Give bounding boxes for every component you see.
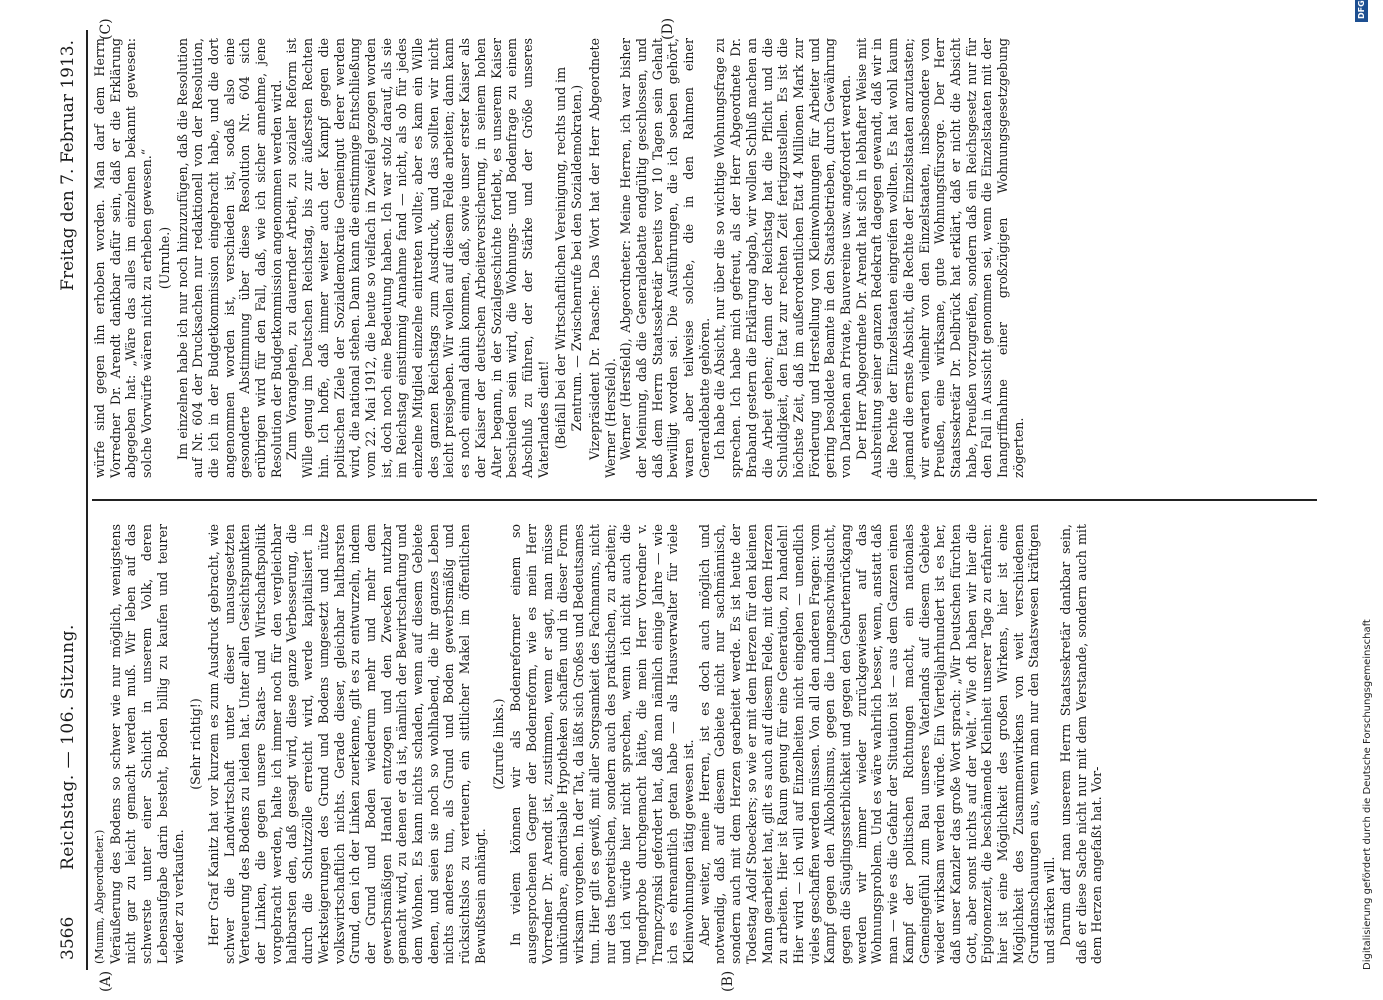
header-right-title: Freitag den 7. Februar 1913. xyxy=(58,40,78,291)
margin-marker-a: (A) xyxy=(98,970,114,992)
speaker-note: (Mumm, Abgeordneter.) xyxy=(93,829,106,964)
left-column xyxy=(92,524,1105,964)
header-left-title: Reichstag. — 106. Sitzung. xyxy=(58,624,78,870)
paragraph: würfe sind gegen ihn erhoben worden. Man darf dem Herrn Vorredner Dr. Arendt dankbar dafür sein, daß er die Erklärung abgegeben hat: „Wäre das alles im einzelnen bekannt gewesen: solche Vorwürfe wären nicht zu erheben gewesen.“ xyxy=(92,38,155,478)
paragraph: Im einzelnen habe ich nur noch hinzuzufügen, daß die Resolution auf Nr. 604 der Drucksachen nur redaktionell von der Resolution, die ich in der Budgetkommission eingebracht habe, und die dort angenommen worden ist, verschieden ist, sodaß also eine gesonderte Abstimmung über diese Resolution Nr. 604 sich erübrigen wird für den Fall, daß, wie ich sicher annehme, jene Resolution der Budgetkommission angenommen werden wird. xyxy=(174,38,284,478)
dfg-logo: DFG xyxy=(1355,0,1368,22)
digitization-credit: Digitalisierung gefördert durch die Deutsche Forschungsgemeinschaft xyxy=(1362,619,1373,970)
column-divider xyxy=(92,499,1317,501)
paragraph: Darum darf man unserem Herrn Staatssekretär dankbar sein, daß er diese Sache nicht nur mit dem Verstande, sondern auch mit dem Herzen angefaßt hat. Vor- xyxy=(1057,524,1105,964)
paragraph: Aber weiter, meine Herren, ist es doch auch möglich und notwendig, daß auf diesem Gebiete nicht nur sachmännisch, sondern auch mit dem Herzen gearbeitet werde. Es ist heute der Todestag Adolf Stoeckers; so wie er mit dem Herzen für den kleinen Mann gearbeitet hat, gilt es auch auf diesem Felde, mit dem Herzen zu arbeiten. Hier ist Raum genug für eine Generation, zu handeln! Hier wird — ich will auf Einzelheiten nicht eingehen — unendlich vieles geschaffen werden müssen. Von all den anderen Fragen: vom Kampf gegen den Alkoholismus, gegen die Lungenschwindsucht, gegen die Säuglingssterblichkeit und gegen den Geburtenrückgang werden wir immer wieder zurückgewiesen auf das Wohnungsproblem. Und es wäre wahrlich besser, wenn, anstatt daß man — wie es die Gefahr der Situation ist — aus dem Ganzen einen Kampf der politischen Richtungen macht, ein nationales Gemeingefühl zum Bau unseres Vaterlands auf diesem Gebiete wieder wirksam werden würde. Ein Vierteljahrhundert ist es her, daß unser Kanzler das große Wort sprach: „Wir Deutschen fürchten Gott, aber sonst nichts auf der Welt.“ Wie oft haben wir hier die Epigonenzeit, die beschämende Kleinheit unserer Tage zu erfahren: hier ist eine Möglichkeit des großen Wirkens, hier ist eine Möglichkeit des Zusammenwirkens von weit verschiedenen Grundanschauungen aus, wenn man nur den Staatswesen kräftigen und stärken will. xyxy=(696,524,1058,964)
paragraph: Herr Graf Kanitz hat vor kurzem es zum Ausdruck gebracht, wie schwer die Landwirtschaft unter dieser unausgesetzten Verteuerung des Bodens zu leiden hat. Unter allen Gesichtspunkten der Linken, die gegen unsere Staats- und Wirtschaftspolitik vorgebracht werden, halte ich immer noch für den vergleichbar haltbarsten den, daß gesagt wird, diese ganze Verbesserung, die durch die Schutzzölle erreicht wird, werde kapitalisiert in Werksteigerungen des Grund und Bodens umgesetzt und nütze volkswirtschaftlich nichts. Gerade dieser, gleichbar haltbarsten Grund, den ich der Linken zuerkenne, gilt es zu entwurzeln, indem der Grund und Boden wiederum mehr und mehr dem gewerbsmäßigen Handel entzogen und den Zwecken nutzbar gemacht wird, zu denen er da ist, nämlich der Bewirtschaftung und dem Wohnen. Es kann nichts schaden, wenn auf diesem Gebiete denen, und seien sie noch so wohlhabend, die ihr ganzes Leben nichts anderes tun, als Grund und Boden gewerbsmäßig und rücksichtslos zu verteuern, ein sittlicher Makel im öffentlichen Bewußtsein anhängt. xyxy=(205,524,488,964)
interjection: (Zurufe links.) xyxy=(490,698,506,790)
paragraph: Vizepräsident Dr. Paasche: Das Wort hat der Herr Abgeordnete Werner (Hersfeld). xyxy=(586,38,618,478)
paragraph: In vielem können wir als Bodenreformer einem so ausgesprochenen Gegner der Bodenreform, wie es mein Herr Vorredner Dr. Arendt ist, zustimmen, wenn er sagt, man müsse unkündbare, amortisable Hypotheken schaffen und in dieser Form wirksam vorgehen. In der Tat, da läßt sich Großes und Bedeutsames tun. Hier gilt es gewiß, mit aller Sorgsamkeit des Fachmanns, nicht nur des theoretischen, sondern auch des praktischen, zu arbeiten; und ich würde hier nicht sprechen, wenn ich nicht auch die Tugendprobe durchgemacht hätte, die mein Herr Vorredner v. Trampczynski gefordert hat, daß man nämlich einige Jahre — wie ich es ehrenamtlich getan habe — als Hausverwalter für viele Kleinwohnungen tätig gewesen ist. xyxy=(508,524,697,964)
paragraph: Der Herr Abgeordnete Dr. Arendt hat sich in lebhafter Weise mit Ausbreitung seiner ganzen Redekraft dagegen gewandt, daß wir in die Rechte der Einzelstaaten eingreifen wollten. Es hat wohl kaum jemand die ernste Absicht, die Rechte der Einzelstaaten anzutasten; wir erwarten vielmehr von den Einzelstaaten, insbesondere von Preußen, eine wirksame, gute Wohnungsfürsorge. Der Herr Staatssekretär Dr. Delbrück hat erklärt, daß er nicht die Absicht habe, Preußen vorzugreifen, sondern daß ein Reichsgesetz nur für den Fall in Aussicht genommen sei, wenn die Einzelstaaten mit der Inangriffnahme einer großzügigen Wohnungsgesetzgebung zögerten. xyxy=(853,38,1026,478)
margin-marker-b: (B) xyxy=(720,970,736,992)
right-column xyxy=(92,38,1026,478)
paragraph: Ich habe die Absicht, nur über die so wichtige Wohnungsfrage zu sprechen. Ich habe mich gefreut, als der Herr Abgeordnete Dr. Braband gestern die Erklärung abgab, wir wollen Schluß machen an die Arbeit gehen; denn der Reichstag hat die Pflicht und die Schuldigkeit, den Etat zur rechten Zeit fertigzustellen. Es ist die höchste Zeit, daß im außerordentlichen Etat 4 Millionen Mark zur Förderung und Herstellung von Kleinwohnungen für Arbeiter und gering besoldete Beamte in den Staatsbetrieben, durch Gewährung von Darlehen an Private, Bauvereine usw. angefordert werden. xyxy=(712,38,854,478)
paragraph: Veräußerung des Bodens so schwer wie nur möglich, wenigstens nicht gar zu leicht gemacht werden muß. Wir leben auf das schwerste unter einer Schicht in unserem Volk, deren Lebensaufgabe darin besteht, Boden billig zu kaufen und teurer wieder zu verkaufen. xyxy=(107,524,186,964)
interjection: (Beifall bei der Wirtschaftlichen Vereinigung, rechts und im Zentrum. — Zwischenrufe bei den Sozialdemokraten.) xyxy=(553,66,585,450)
interjection: (Unruhe.) xyxy=(156,226,172,290)
paragraph: Werner (Hersfeld), Abgeordneter: Meine Herren, ich war bisher der Meinung, daß die Generaldebatte endgültig geschlossen, und daß dem Herrn Staatssekretär bereits vor 10 Tagen sein Gehalt bewilligt worden sei. Die Ausführungen, die ich soeben gehört, waren aber teilweise solche, die in den Rahmen einer Generaldebatte gehören. xyxy=(618,38,712,478)
margin-marker-c: (C) xyxy=(98,18,114,40)
header-rule xyxy=(86,30,88,970)
margin-marker-d: (D) xyxy=(660,17,676,40)
paragraph: Zum Vorangehen, zu dauernder Arbeit, zu sozialer Reform ist Wille genug im Deutschen Reichstag, bis zur äußersten Rechten hin. Ich hoffe, daß immer weiter auch der Kampf gegen die politischen Ziele der Sozialdemokratie Gemeingut derer werden wird, die national stehen. Dann kann die einstimmige Entschließung vom 22. Mai 1912, die heute so vielfach in Zweifel gezogen worden ist, doch noch eine Bedeutung haben. Ich war stolz darauf, als sie im Reichstag einstimmig Annahme fand — nicht, als ob für jedes einzelne Mitglied einzelne eintreten wollte; aber es kam ein Wille des ganzen Reichstags zum Ausdruck, und das sollten wir nicht leicht preisgeben. Wir wollen auf diesem Felde arbeiten; dann kann es noch einmal dahin kommen, daß, sowie unser erster Kaiser als der Kaiser der deutschen Arbeiterversicherung, in seinem hohen Alter begann, in der Sozialgeschichte fortlebt, es unserem Kaiser beschieden sein wird, die Wohnungs- und Bodenfrage zu einem Abschluß zu führen, der der Stärke und der Größe unseres Vaterlandes dient! xyxy=(284,38,551,478)
page-header xyxy=(58,40,84,960)
interjection: (Sehr richtig!) xyxy=(188,698,204,790)
page-number: 3566 xyxy=(58,916,78,960)
